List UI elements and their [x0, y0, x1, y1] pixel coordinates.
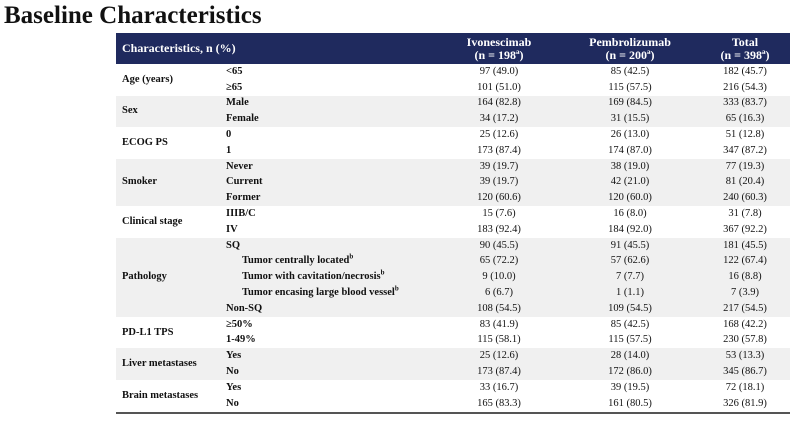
total-value: 347 (87.2)	[700, 143, 790, 159]
header-characteristics: Characteristics, n (%)	[116, 33, 438, 64]
header-total-n: (n = 398ª)	[720, 47, 770, 62]
table-row	[116, 127, 790, 143]
ivonescimab-value: 25 (12.6)	[438, 127, 560, 143]
subcategory-label	[222, 364, 438, 380]
pembrolizumab-value: 169 (84.5)	[560, 96, 700, 112]
subcategory-text: Yes	[226, 350, 242, 362]
subcategory-text: Male	[226, 97, 249, 109]
category-label: Liver metastases	[116, 348, 222, 380]
subcategory-label	[222, 143, 438, 159]
pembrolizumab-value: 38 (19.0)	[560, 159, 700, 175]
pembrolizumab-value: 85 (42.5)	[560, 64, 700, 80]
table-row	[116, 96, 790, 112]
total-value: 81 (20.4)	[700, 175, 790, 191]
header-pembrolizumab	[560, 33, 700, 64]
category-label: Smoker	[116, 159, 222, 206]
table-header	[116, 33, 790, 64]
category-label: Pathology	[116, 238, 222, 317]
subcategory-label	[222, 269, 438, 285]
subcategory-label	[222, 333, 438, 349]
pembrolizumab-value: 1 (1.1)	[560, 285, 700, 301]
pembrolizumab-value: 7 (7.7)	[560, 269, 700, 285]
subcategory-text: ≥50%	[226, 318, 253, 330]
ivonescimab-value: 15 (7.6)	[438, 206, 560, 222]
subcategory-label	[222, 254, 438, 270]
pembrolizumab-value: 91 (45.5)	[560, 238, 700, 254]
table-body	[116, 64, 790, 413]
pembrolizumab-value: 120 (60.0)	[560, 190, 700, 206]
category-label: Clinical stage	[116, 206, 222, 238]
ivonescimab-value: 165 (83.3)	[438, 396, 560, 413]
table-row	[116, 238, 790, 254]
table-row	[116, 317, 790, 333]
subcategory-label	[222, 175, 438, 191]
footnote-marker: b	[380, 268, 385, 277]
ivonescimab-value: 101 (51.0)	[438, 80, 560, 96]
subcategory-label	[222, 285, 438, 301]
subcategory-label	[222, 96, 438, 112]
ivonescimab-value: 120 (60.6)	[438, 190, 560, 206]
pembrolizumab-value: 161 (80.5)	[560, 396, 700, 413]
ivonescimab-value: 33 (16.7)	[438, 380, 560, 396]
ivonescimab-value: 183 (92.4)	[438, 222, 560, 238]
subcategory-text: Yes	[226, 381, 242, 393]
subcategory-label	[222, 380, 438, 396]
subcategory-text: Never	[226, 160, 253, 172]
total-value: 7 (3.9)	[700, 285, 790, 301]
pembrolizumab-value: 184 (92.0)	[560, 222, 700, 238]
footnote-marker: b	[394, 284, 399, 293]
total-value: 65 (16.3)	[700, 111, 790, 127]
total-value: 168 (42.2)	[700, 317, 790, 333]
subcategory-label	[222, 80, 438, 96]
total-value: 72 (18.1)	[700, 380, 790, 396]
pembrolizumab-value: 174 (87.0)	[560, 143, 700, 159]
pembrolizumab-value: 172 (86.0)	[560, 364, 700, 380]
total-value: 216 (54.3)	[700, 80, 790, 96]
total-value: 345 (86.7)	[700, 364, 790, 380]
header-ivonescimab-name: Ivonescimab	[466, 34, 532, 49]
ivonescimab-value: 9 (10.0)	[438, 269, 560, 285]
total-value: 367 (92.2)	[700, 222, 790, 238]
pembrolizumab-value: 109 (54.5)	[560, 301, 700, 317]
total-value: 217 (54.5)	[700, 301, 790, 317]
ivonescimab-value: 173 (87.4)	[438, 143, 560, 159]
total-value: 230 (57.8)	[700, 333, 790, 349]
subcategory-label	[222, 127, 438, 143]
subcategory-text: IIIB/C	[226, 208, 256, 220]
baseline-characteristics-table	[116, 33, 790, 414]
ivonescimab-value: 25 (12.6)	[438, 348, 560, 364]
subcategory-label	[222, 111, 438, 127]
subcategory-label	[222, 206, 438, 222]
total-value: 240 (60.3)	[700, 190, 790, 206]
subcategory-label	[222, 348, 438, 364]
ivonescimab-value: 34 (17.2)	[438, 111, 560, 127]
ivonescimab-value: 6 (6.7)	[438, 285, 560, 301]
subcategory-text: Female	[226, 113, 259, 125]
subcategory-label	[222, 64, 438, 80]
total-value: 51 (12.8)	[700, 127, 790, 143]
header-pembrolizumab-n: (n = 200ª)	[605, 47, 655, 62]
subcategory-label	[222, 317, 438, 333]
total-value: 77 (19.3)	[700, 159, 790, 175]
header-ivonescimab-n: (n = 198ª)	[474, 47, 524, 62]
table-header-row	[116, 33, 790, 64]
pembrolizumab-value: 42 (21.0)	[560, 175, 700, 191]
table-row	[116, 380, 790, 396]
subcategory-text: Non-SQ	[226, 302, 263, 314]
pembrolizumab-value: 28 (14.0)	[560, 348, 700, 364]
ivonescimab-value: 83 (41.9)	[438, 317, 560, 333]
pembrolizumab-value: 26 (13.0)	[560, 127, 700, 143]
subcategory-label	[222, 301, 438, 317]
category-label: ECOG PS	[116, 127, 222, 159]
header-ivonescimab	[438, 33, 560, 64]
total-value: 333 (83.7)	[700, 96, 790, 112]
table-row	[116, 64, 790, 80]
subcategory-text: IV	[226, 223, 238, 235]
total-value: 122 (67.4)	[700, 254, 790, 270]
header-total	[700, 33, 790, 64]
total-value: 182 (45.7)	[700, 64, 790, 80]
subcategory-text: No	[226, 366, 239, 378]
pembrolizumab-value: 57 (62.6)	[560, 254, 700, 270]
subcategory-text: ≥65	[226, 81, 243, 93]
pembrolizumab-value: 115 (57.5)	[560, 80, 700, 96]
subcategory-text: 1-49%	[226, 334, 256, 346]
ivonescimab-value: 97 (49.0)	[438, 64, 560, 80]
ivonescimab-value: 39 (19.7)	[438, 175, 560, 191]
ivonescimab-value: 39 (19.7)	[438, 159, 560, 175]
ivonescimab-value: 108 (54.5)	[438, 301, 560, 317]
subcategory-text: Tumor encasing large blood vessel	[242, 287, 395, 299]
total-value: 53 (13.3)	[700, 348, 790, 364]
subcategory-label	[222, 159, 438, 175]
category-label: Sex	[116, 96, 222, 128]
category-label: Age (years)	[116, 64, 222, 96]
subcategory-label	[222, 396, 438, 413]
footnote-marker: b	[349, 252, 354, 261]
total-value: 31 (7.8)	[700, 206, 790, 222]
pembrolizumab-value: 16 (8.0)	[560, 206, 700, 222]
subcategory-text: Current	[226, 176, 263, 188]
subcategory-text: No	[226, 397, 239, 409]
pembrolizumab-value: 31 (15.5)	[560, 111, 700, 127]
total-value: 181 (45.5)	[700, 238, 790, 254]
category-label: PD-L1 TPS	[116, 317, 222, 349]
subcategory-label	[222, 190, 438, 206]
subcategory-text: 1	[226, 144, 232, 156]
subcategory-text: <65	[226, 65, 243, 77]
ivonescimab-value: 115 (58.1)	[438, 333, 560, 349]
table-row	[116, 159, 790, 175]
subcategory-text: Tumor centrally located	[242, 255, 350, 267]
subcategory-text: Tumor with cavitation/necrosis	[242, 271, 381, 283]
subcategory-label	[222, 222, 438, 238]
subcategory-text: 0	[226, 129, 232, 141]
table-row	[116, 206, 790, 222]
ivonescimab-value: 164 (82.8)	[438, 96, 560, 112]
ivonescimab-value: 173 (87.4)	[438, 364, 560, 380]
ivonescimab-value: 65 (72.2)	[438, 254, 560, 270]
page-title: Baseline Characteristics	[4, 2, 262, 29]
subcategory-text: SQ	[226, 239, 241, 251]
subcategory-label	[222, 238, 438, 254]
subcategory-text: Former	[226, 192, 261, 204]
total-value: 326 (81.9)	[700, 396, 790, 413]
table-row	[116, 348, 790, 364]
total-value: 16 (8.8)	[700, 269, 790, 285]
header-pembrolizumab-name: Pembrolizumab	[589, 34, 671, 49]
ivonescimab-value: 90 (45.5)	[438, 238, 560, 254]
category-label: Brain metastases	[116, 380, 222, 413]
pembrolizumab-value: 115 (57.5)	[560, 333, 700, 349]
header-total-name: Total	[731, 34, 759, 49]
pembrolizumab-value: 85 (42.5)	[560, 317, 700, 333]
pembrolizumab-value: 39 (19.5)	[560, 380, 700, 396]
